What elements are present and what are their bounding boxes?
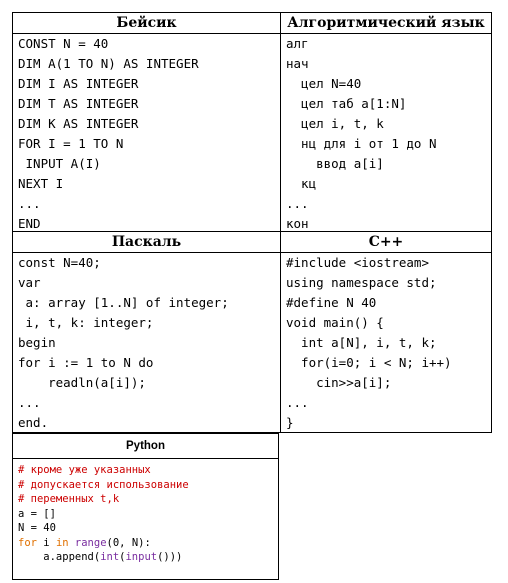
pascal-code <box>13 253 280 433</box>
code-line: DIM A(1 TO N) AS INTEGER <box>18 56 199 71</box>
code-line: end. <box>18 415 49 430</box>
code-line: i, t, k: integer; <box>18 315 154 330</box>
paren: ( <box>119 551 126 563</box>
code-line: readln(a[i]); <box>18 375 146 390</box>
python-header: Python <box>13 434 278 459</box>
basic-code <box>13 34 280 234</box>
code-line: DIM K AS INTEGER <box>18 116 139 131</box>
code-line: ввод a[i] <box>286 156 384 171</box>
code-line: N = 40 <box>18 522 56 534</box>
code-line: int a[N], i, t, k; <box>286 335 437 350</box>
code-line: INPUT A(I) <box>18 156 101 171</box>
code-line: кон <box>286 216 309 231</box>
algo-header: Алгоритмический язык <box>281 13 491 34</box>
keyword-for: for <box>18 536 37 549</box>
basic-header: Бейсик <box>13 13 280 34</box>
code-line: алг <box>286 36 309 51</box>
code-line: for(i=0; i < N; i++) <box>286 355 452 370</box>
code-line-append <box>18 550 278 565</box>
code-line: ... <box>18 395 41 410</box>
code-line: for i := 1 to N do <box>18 355 154 370</box>
code-line: DIM I AS INTEGER <box>18 76 139 91</box>
basic-cell <box>13 13 280 231</box>
code-line: a = [] <box>18 507 56 520</box>
cpp-cell <box>281 232 491 432</box>
code-line: ... <box>286 395 309 410</box>
code-line: цел N=40 <box>286 76 362 91</box>
builtin-int: int <box>100 551 120 563</box>
keyword-in: in <box>55 536 69 549</box>
code-line: кц <box>286 176 317 191</box>
code-line: CONST N = 40 <box>18 36 109 51</box>
code-line: цел i, t, k <box>286 116 384 131</box>
code-line: цел таб a[1:N] <box>286 96 407 111</box>
cpp-code <box>281 253 491 433</box>
code-line: const N=40; <box>18 255 101 270</box>
code-comment: # переменных t,k <box>18 493 120 505</box>
range-args: (0, N): <box>106 536 151 549</box>
code-line: #define N 40 <box>286 295 377 310</box>
code-line: #include <iostream> <box>286 255 429 270</box>
code-line: нц для i от 1 до N <box>286 136 437 151</box>
code-table <box>12 12 492 433</box>
python-code <box>13 459 278 565</box>
code-line: FOR I = 1 TO N <box>18 136 124 151</box>
loop-var: i <box>36 536 56 549</box>
code-line: var <box>18 275 41 290</box>
algo-code <box>281 34 491 234</box>
code-line: нач <box>286 56 309 71</box>
code-comment: # кроме уже указанных <box>18 464 151 476</box>
code-line: cin>>a[i]; <box>286 375 392 390</box>
pascal-header: Паскаль <box>13 232 280 253</box>
code-line: } <box>286 415 294 430</box>
code-line: begin <box>18 335 56 350</box>
cpp-header: С++ <box>281 232 491 253</box>
code-line: a: array [1..N] of integer; <box>18 295 229 310</box>
algo-cell <box>281 13 491 231</box>
code-line: using namespace std; <box>286 275 437 290</box>
code-comment: # допускается использование <box>18 478 189 491</box>
code-line: END <box>18 216 41 231</box>
code-line-for <box>18 536 278 551</box>
builtin-range: range <box>68 536 107 549</box>
builtin-input: input <box>125 551 158 563</box>
closing-parens: ())) <box>157 551 183 563</box>
code-line: DIM T AS INTEGER <box>18 96 139 111</box>
code-line: ... <box>286 196 309 211</box>
append-call: a.append( <box>18 551 101 563</box>
code-line: ... <box>18 196 41 211</box>
code-line: NEXT I <box>18 176 64 191</box>
pascal-cell <box>13 232 280 432</box>
code-line: void main() { <box>286 315 384 330</box>
python-cell <box>12 433 279 580</box>
